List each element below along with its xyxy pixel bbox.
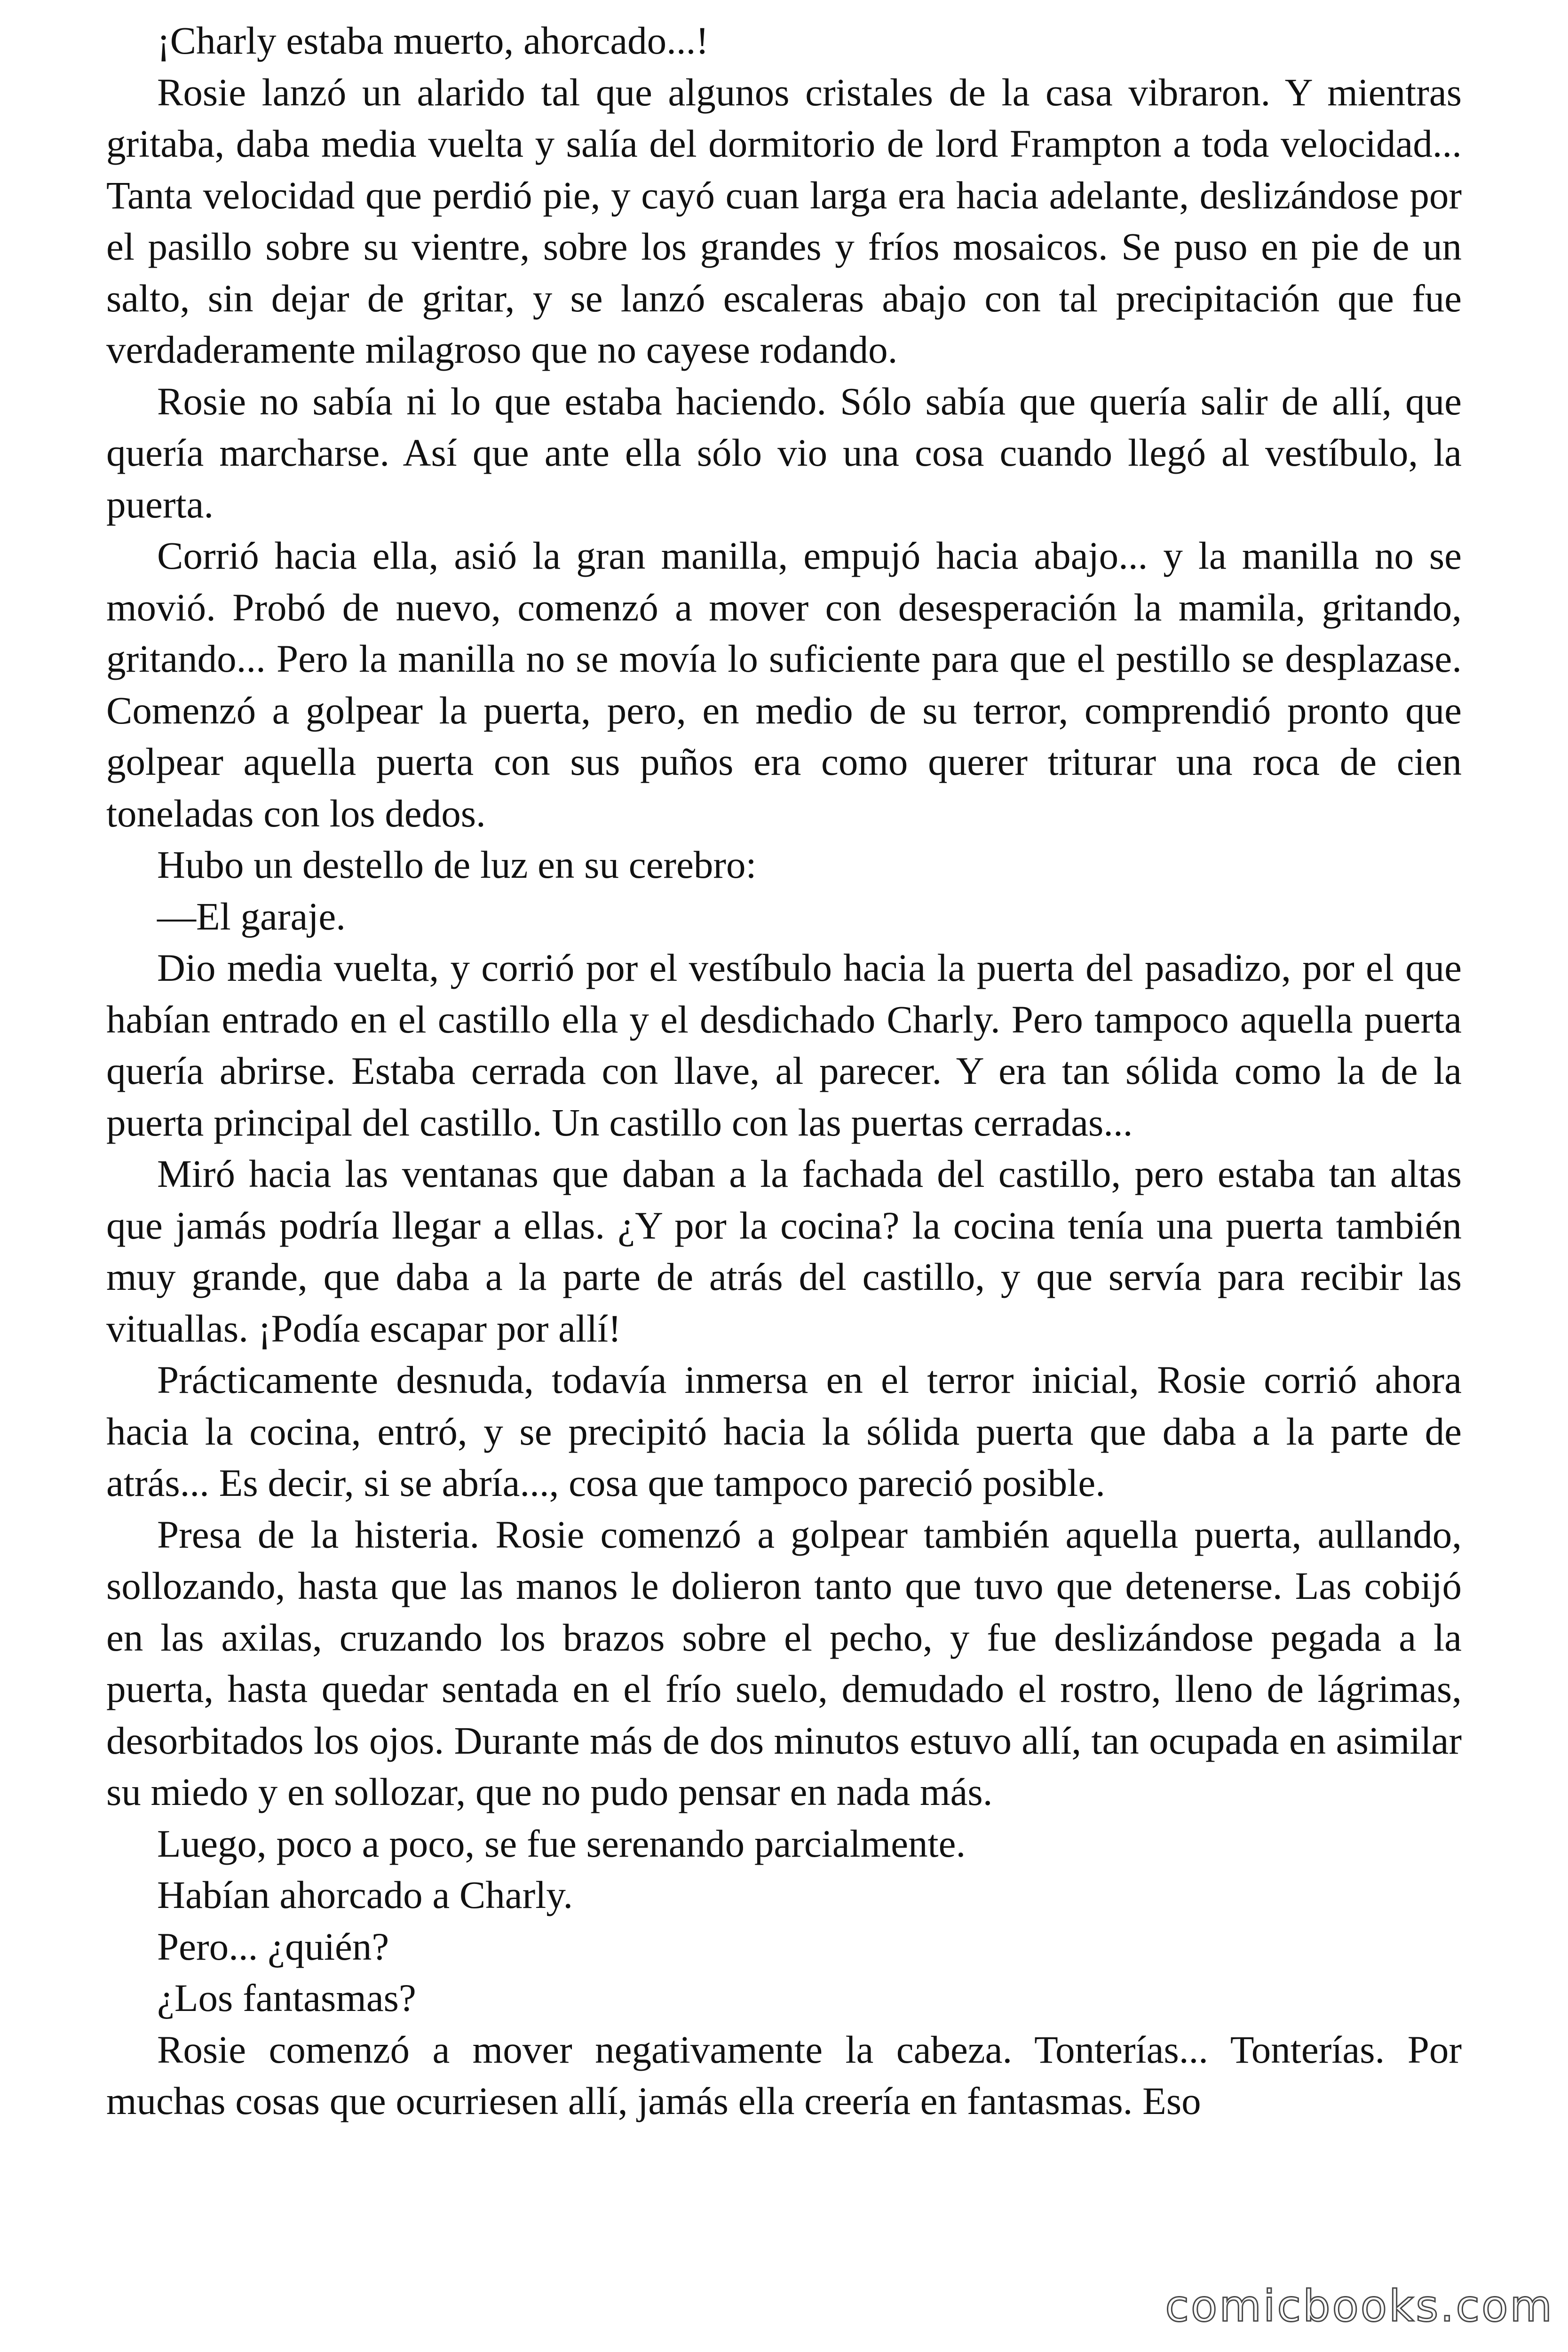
- paragraph: Dio media vuelta, y corrió por el vestíbulo hacia la puerta del pasadizo, por el que habían entrado en el castillo ella y el desdichado Charly. Pero tampoco aquella puerta quería abrirse. Estaba cerrada con llave, al parecer. Y era tan sólida como la de la puerta principal del castillo. Un castillo con las puertas cerradas...: [106, 946, 1462, 1144]
- paragraph: —El garaje.: [157, 894, 346, 938]
- paragraph: Habían ahorcado a Charly.: [157, 1873, 573, 1916]
- paragraph: Presa de la histeria. Rosie comenzó a golpear también aquella puerta, aullando, sollozando, hasta que las manos le dolieron tanto que tuvo que detenerse. Las cobijó en las axilas, cruzando los brazos sobre el pecho, y fue deslizándose pegada a la puerta, hasta quedar sentada en el frío suelo, demudado el rostro, lleno de lágrimas, desorbitados los ojos. Durante más de dos minutos estuvo allí, tan ocupada en asimilar su miedo y en sollozar, que no pudo pensar en nada más.: [106, 1512, 1462, 1813]
- paragraph: Pero... ¿quién?: [157, 1924, 389, 1968]
- watermark: comicbooks.com: [1165, 2281, 1554, 2331]
- paragraph: Corrió hacia ella, asió la gran manilla, empujó hacia abajo... y la manilla no se movió. Probó de nuevo, comenzó a mover con desesperación la mamila, gritando, gritando... Pero la manilla no se movía lo suficiente para que el pestillo se desplazase. Comenzó a golpear la puerta, pero, en medio de su terror, comprendió pronto que golpear aquella puerta con sus puños era como querer triturar una roca de cien toneladas con los dedos.: [106, 534, 1462, 835]
- paragraph: Hubo un destello de luz en su cerebro:: [157, 843, 757, 886]
- paragraph: Prácticamente desnuda, todavía inmersa en el terror inicial, Rosie corrió ahora hacia la cocina, entró, y se precipitó hacia la sólida puerta que daba a la parte de atrás... Es decir, si se abría..., cosa que tampoco pareció posible.: [106, 1358, 1462, 1504]
- paragraph: Rosie no sabía ni lo que estaba haciendo. Sólo sabía que quería salir de allí, que quería marcharse. Así que ante ella sólo vio una cosa cuando llegó al vestíbulo, la puerta.: [106, 379, 1462, 526]
- paragraph: Rosie comenzó a mover negativamente la cabeza. Tonterías... Tonterías. Por muchas cosas que ocurriesen allí, jamás ella creería en fantasmas. Eso: [106, 2027, 1462, 2122]
- paragraph: ¡Charly estaba muerto, ahorcado...!: [157, 19, 709, 62]
- paragraph: ¿Los fantasmas?: [157, 1976, 416, 2019]
- paragraph: Miró hacia las ventanas que daban a la fachada del castillo, pero estaba tan altas que jamás podría llegar a ellas. ¿Y por la cocina? la cocina tenía una puerta también muy grande, que daba a la parte de atrás del castillo, y que servía para recibir las vituallas. ¡Podía escapar por allí!: [106, 1152, 1462, 1350]
- paragraph: Rosie lanzó un alarido tal que algunos cristales de la casa vibraron. Y mientras gritaba, daba media vuelta y salía del dormitorio de lord Frampton a toda velocidad... Tanta velocidad que perdió pie, y cayó cuan larga era hacia adelante, deslizándose por el pasillo sobre su vientre, sobre los grandes y fríos mosaicos. Se puso en pie de un salto, sin dejar de gritar, y se lanzó escaleras abajo con tal precipitación que fue verdaderamente milagroso que no cayese rodando.: [106, 70, 1462, 371]
- page-body: [106, 15, 1462, 2320]
- paragraph: Luego, poco a poco, se fue serenando parcialmente.: [157, 1821, 966, 1865]
